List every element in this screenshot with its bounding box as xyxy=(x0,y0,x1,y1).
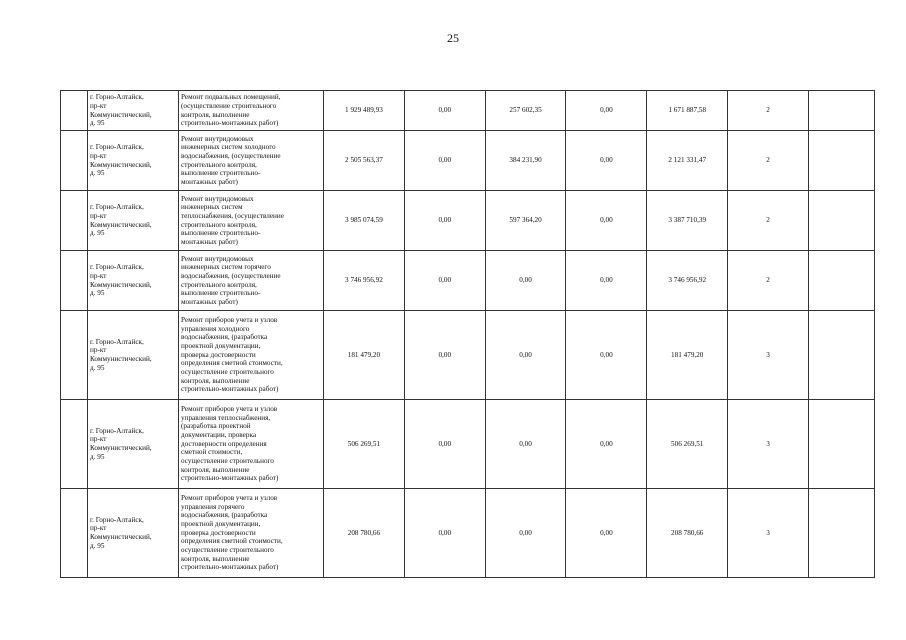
work-description-line: инженерных систем xyxy=(181,203,243,212)
work-description-line: инженерных систем холодного xyxy=(181,143,276,152)
address-line: г. Горно-Алтайск, xyxy=(90,337,144,346)
address-line: Коммунистический, xyxy=(90,444,152,452)
work-description-line: Ремонт приборов учета и узлов xyxy=(181,316,278,325)
table-row xyxy=(61,251,875,311)
amount-cell: 506 269,51 xyxy=(647,400,728,489)
work-description-line: строительного контроля, xyxy=(181,160,257,169)
work-description-line: строительно-монтажных работ) xyxy=(181,119,279,128)
address-cell xyxy=(88,400,179,489)
table-body xyxy=(61,91,875,578)
total-cost-cell: 506 269,51 xyxy=(324,400,405,489)
stage-cell: 3 xyxy=(728,489,809,578)
work-description-line: выполнение строительно- xyxy=(181,229,261,238)
amount-cell: 0,00 xyxy=(485,251,566,311)
address-line: г. Горно-Алтайск, xyxy=(90,263,144,272)
work-description-cell xyxy=(179,131,324,191)
stage-cell: 2 xyxy=(728,91,809,131)
work-description-line: Ремонт внутридомовых xyxy=(181,194,254,203)
repair-budget-table xyxy=(60,90,875,578)
address-line: д. 95 xyxy=(90,452,105,461)
address-line: г. Горно-Алтайск, xyxy=(90,93,144,102)
amount-cell: 0,00 xyxy=(404,91,485,131)
trailing-empty-cell xyxy=(809,131,875,191)
amount-cell: 3 387 710,39 xyxy=(647,191,728,251)
table-row xyxy=(61,91,875,131)
table-row xyxy=(61,131,875,191)
address-line: д. 95 xyxy=(90,229,105,238)
work-description-line: (осуществление строительного xyxy=(181,101,277,110)
work-description-line: контроля, выполнение xyxy=(181,465,250,474)
work-description-line: достоверности определения xyxy=(181,439,267,448)
amount-cell: 2 121 331,47 xyxy=(647,131,728,191)
amount-cell: 257 602,35 xyxy=(485,91,566,131)
amount-cell: 0,00 xyxy=(404,191,485,251)
work-description-line: контроля, выполнение xyxy=(181,110,250,119)
stage-cell: 2 xyxy=(728,251,809,311)
work-description-line: строительно-монтажных работ) xyxy=(181,474,279,483)
amount-cell: 0,00 xyxy=(566,311,647,400)
work-description-line: Ремонт внутридомовых xyxy=(181,254,254,263)
work-description-line: монтажных работ) xyxy=(181,177,238,186)
row-marker-cell xyxy=(61,251,88,311)
amount-cell: 0,00 xyxy=(485,400,566,489)
address-line: Коммунистический, xyxy=(90,220,152,229)
address-line: Коммунистический, xyxy=(90,110,152,119)
address-line: пр-кт xyxy=(90,151,107,160)
trailing-empty-cell xyxy=(809,191,875,251)
work-description-line: строительно-монтажных работ) xyxy=(181,385,279,394)
amount-cell: 181 479,20 xyxy=(647,311,728,400)
address-cell xyxy=(88,489,179,578)
work-description-line: осуществление строительного xyxy=(181,545,274,554)
work-description-line: монтажных работ) xyxy=(181,237,238,246)
amount-cell: 0,00 xyxy=(404,311,485,400)
row-marker-cell xyxy=(61,91,88,131)
total-cost-cell: 1 929 489,93 xyxy=(324,91,405,131)
row-marker-cell xyxy=(61,311,88,400)
work-description-line: водоснабжения, (разработка xyxy=(181,333,268,342)
trailing-empty-cell xyxy=(809,251,875,311)
trailing-empty-cell xyxy=(809,91,875,131)
work-description-cell xyxy=(179,489,324,578)
row-marker-cell xyxy=(61,131,88,191)
work-description-line: (разработка проектной xyxy=(181,422,251,431)
work-description-line: водоснабжения, (осуществление xyxy=(181,271,281,280)
address-line: пр-кт xyxy=(90,346,107,355)
amount-cell: 0,00 xyxy=(566,91,647,131)
table-row xyxy=(61,489,875,578)
amount-cell: 0,00 xyxy=(566,191,647,251)
work-description-line: определения сметной стоимости, xyxy=(181,359,283,368)
work-description-cell xyxy=(179,91,324,131)
amount-cell: 0,00 xyxy=(566,131,647,191)
total-cost-cell: 2 505 563,37 xyxy=(324,131,405,191)
address-line: г. Горно-Алтайск, xyxy=(90,203,144,212)
work-description-line: выполнение строительно- xyxy=(181,289,261,298)
total-cost-cell: 3 746 956,92 xyxy=(324,251,405,311)
address-cell xyxy=(88,191,179,251)
total-cost-cell: 181 479,20 xyxy=(324,311,405,400)
address-line: г. Горно-Алтайск, xyxy=(90,426,144,435)
address-line: пр-кт xyxy=(90,101,107,110)
work-description-cell xyxy=(179,400,324,489)
work-description-line: определения сметной стоимости, xyxy=(181,537,283,546)
trailing-empty-cell xyxy=(809,311,875,400)
table-row xyxy=(61,400,875,489)
amount-cell: 1 671 887,58 xyxy=(647,91,728,131)
address-line: д. 95 xyxy=(90,363,105,372)
address-line: пр-кт xyxy=(90,524,107,533)
amount-cell: 0,00 xyxy=(566,400,647,489)
address-line: д. 95 xyxy=(90,169,105,178)
amount-cell: 0,00 xyxy=(485,311,566,400)
work-description-line: осуществление строительного xyxy=(181,367,274,376)
amount-cell: 0,00 xyxy=(404,400,485,489)
address-line: д. 95 xyxy=(90,541,105,550)
work-description-cell xyxy=(179,311,324,400)
work-description-line: монтажных работ) xyxy=(181,297,238,306)
amount-cell: 0,00 xyxy=(404,251,485,311)
work-description-line: проектной документации, xyxy=(181,520,261,529)
work-description-line: осуществление строительного xyxy=(181,456,274,465)
total-cost-cell: 208 780,66 xyxy=(324,489,405,578)
amount-cell: 597 364,20 xyxy=(485,191,566,251)
stage-cell: 2 xyxy=(728,131,809,191)
trailing-empty-cell xyxy=(809,489,875,578)
address-cell xyxy=(88,251,179,311)
address-cell xyxy=(88,311,179,400)
address-line: г. Горно-Алтайск, xyxy=(90,143,144,152)
amount-cell: 3 746 956,92 xyxy=(647,251,728,311)
work-description-line: строительно-монтажных работ) xyxy=(181,563,279,572)
work-description-line: выполнение строительно- xyxy=(181,169,261,178)
work-description-line: строительного контроля, xyxy=(181,280,257,289)
work-description-line: контроля, выполнение xyxy=(181,376,250,385)
work-description-line: Ремонт внутридомовых xyxy=(181,134,254,143)
work-description-line: Ремонт приборов учета и узлов xyxy=(181,405,278,414)
address-line: пр-кт xyxy=(90,271,107,280)
work-description-line: сметной стоимости, xyxy=(181,448,243,457)
row-marker-cell xyxy=(61,191,88,251)
work-description-line: строительного контроля, xyxy=(181,220,257,229)
amount-cell: 0,00 xyxy=(404,131,485,191)
amount-cell: 384 231,90 xyxy=(485,131,566,191)
table-row xyxy=(61,191,875,251)
work-description-line: контроля, выполнение xyxy=(181,554,250,563)
stage-cell: 2 xyxy=(728,191,809,251)
total-cost-cell: 3 985 074,59 xyxy=(324,191,405,251)
work-description-line: инженерных систем горячего xyxy=(181,263,271,272)
row-marker-cell xyxy=(61,400,88,489)
amount-cell: 0,00 xyxy=(566,489,647,578)
trailing-empty-cell xyxy=(809,400,875,489)
address-line: г. Горно-Алтайск, xyxy=(90,515,144,524)
address-cell xyxy=(88,91,179,131)
address-line: Коммунистический, xyxy=(90,533,152,541)
stage-cell: 3 xyxy=(728,400,809,489)
stage-cell: 3 xyxy=(728,311,809,400)
address-line: Коммунистический, xyxy=(90,280,152,289)
work-description-line: проверка достоверности xyxy=(181,528,256,537)
work-description-line: Ремонт приборов учета и узлов xyxy=(181,494,278,503)
address-line: Коммунистический, xyxy=(90,355,152,363)
work-description-line: водоснабжения, (осуществление xyxy=(181,151,281,160)
work-description-line: проектной документации, xyxy=(181,342,261,351)
table-row xyxy=(61,311,875,400)
work-description-line: управления теплоснабжения, xyxy=(181,413,271,422)
work-description-line: управления горячего xyxy=(181,502,245,511)
amount-cell: 0,00 xyxy=(566,251,647,311)
row-marker-cell xyxy=(61,489,88,578)
amount-cell: 0,00 xyxy=(485,489,566,578)
address-line: д. 95 xyxy=(90,289,105,298)
work-description-line: управления холодного xyxy=(181,324,250,333)
work-description-line: водоснабжения, (разработка xyxy=(181,511,268,520)
work-description-line: проверка достоверности xyxy=(181,350,256,359)
address-cell xyxy=(88,131,179,191)
address-line: Коммунистический, xyxy=(90,160,152,169)
work-description-line: Ремонт подвальных помещений, xyxy=(181,93,281,102)
page-number: 25 xyxy=(447,31,459,45)
address-line: пр-кт xyxy=(90,211,107,220)
work-description-line: документации, проверка xyxy=(181,431,257,440)
address-line: д. 95 xyxy=(90,119,105,128)
work-description-cell xyxy=(179,191,324,251)
address-line: пр-кт xyxy=(90,435,107,444)
work-description-cell xyxy=(179,251,324,311)
work-description-line: теплоснабжения, (осуществление xyxy=(181,211,284,220)
amount-cell: 208 780,66 xyxy=(647,489,728,578)
amount-cell: 0,00 xyxy=(404,489,485,578)
